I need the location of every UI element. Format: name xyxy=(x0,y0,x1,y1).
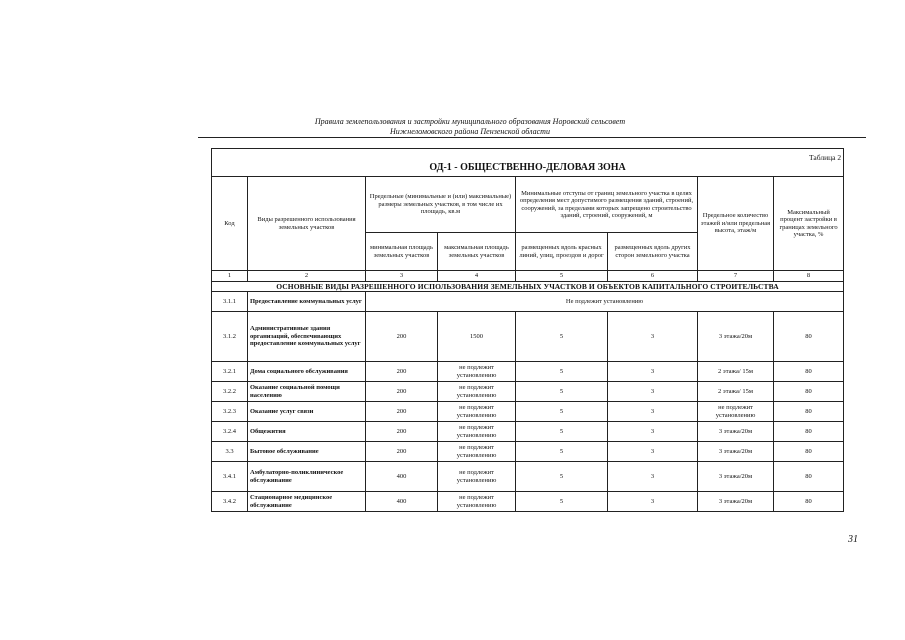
row-setback-other: 3 xyxy=(608,492,698,512)
col-header-setbacks: Минимальные отступы от границ земельного участка в целях определения мест допустимого размещения зданий, строений, сооружений, за пределами которых запрещено строительство зданий, строений, сооружений, м xyxy=(516,177,698,233)
row-setback-other: 3 xyxy=(608,462,698,492)
row-floors: 3 этажа/20м xyxy=(698,442,774,462)
row-percent: 80 xyxy=(774,492,844,512)
row-setback-other: 3 xyxy=(608,362,698,382)
row-use-type: Стационарное медицинское обслуживание xyxy=(248,492,366,512)
row-min-area: 200 xyxy=(366,312,438,362)
row-use-type: Бытовое обслуживание xyxy=(248,442,366,462)
row-setback-red-lines: 5 xyxy=(516,462,608,492)
row-floors: 3 этажа/20м xyxy=(698,492,774,512)
col-header-types: Виды разрешенного использования земельных участков xyxy=(248,177,366,271)
col-header-other-sides: размещенных вдоль других сторон земельного участка xyxy=(608,233,698,271)
row-setback-other: 3 xyxy=(608,422,698,442)
row-floors: не подлежит установлению xyxy=(698,402,774,422)
row-min-area: 200 xyxy=(366,382,438,402)
row-code: 3.1.1 xyxy=(212,292,248,312)
row-setback-red-lines: 5 xyxy=(516,312,608,362)
table-row xyxy=(212,462,844,492)
column-number: 2 xyxy=(248,271,366,282)
table-label: Таблица 2 xyxy=(809,153,842,162)
row-setback-other: 3 xyxy=(608,442,698,462)
header-line-2: Нижнеломовского района Пензенской области xyxy=(390,127,550,136)
row-use-type: Амбулаторно-поликлиническое обслуживание xyxy=(248,462,366,492)
col-header-max-area: максимальная площадь земельных участков xyxy=(438,233,516,271)
header-line-1: Правила землепользования и застройки муниципального образования Норовский сельсовет xyxy=(314,117,626,126)
row-max-area: не подлежит установлению xyxy=(438,462,516,492)
row-percent: 80 xyxy=(774,422,844,442)
row-setback-red-lines: 5 xyxy=(516,422,608,442)
col-header-floors: Предельное количество этажей и/или предельная высота, этаж/м xyxy=(698,177,774,271)
row-code: 3.1.2 xyxy=(212,312,248,362)
table-row xyxy=(212,362,844,382)
col-header-red-lines: размещенных вдоль красных линий, улиц, проездов и дорог xyxy=(516,233,608,271)
row-code: 3.2.3 xyxy=(212,402,248,422)
row-max-area: не подлежит установлению xyxy=(438,422,516,442)
row-min-area: 400 xyxy=(366,462,438,492)
row-min-area: 200 xyxy=(366,442,438,462)
row-max-area: 1500 xyxy=(438,312,516,362)
row-use-type: Административные здания организаций, обеспечивающих предоставление коммунальных услуг xyxy=(248,312,366,362)
col-header-min-area: минимальная площадь земельных участков xyxy=(366,233,438,271)
row-floors: 3 этажа/20м xyxy=(698,422,774,442)
row-setback-other: 3 xyxy=(608,312,698,362)
row-percent: 80 xyxy=(774,362,844,382)
table-row xyxy=(212,312,844,362)
header-rule xyxy=(198,137,866,138)
row-code: 3.4.1 xyxy=(212,462,248,492)
column-number: 7 xyxy=(698,271,774,282)
row-percent: 80 xyxy=(774,442,844,462)
row-max-area: не подлежит установлению xyxy=(438,382,516,402)
row-merged-value: Не подлежит установлению xyxy=(366,292,844,312)
row-code: 3.2.2 xyxy=(212,382,248,402)
row-use-type: Оказание социальной помощи населению xyxy=(248,382,366,402)
column-number: 8 xyxy=(774,271,844,282)
row-min-area: 200 xyxy=(366,402,438,422)
row-floors: 2 этажа/ 15м xyxy=(698,382,774,402)
column-number-row xyxy=(212,271,844,282)
row-max-area: не подлежит установлению xyxy=(438,402,516,422)
row-use-type: Оказание услуг связи xyxy=(248,402,366,422)
row-code: 3.2.4 xyxy=(212,422,248,442)
table-row xyxy=(212,402,844,422)
zoning-table xyxy=(211,148,844,512)
row-percent: 80 xyxy=(774,402,844,422)
col-header-code: Код xyxy=(212,177,248,271)
row-floors: 3 этажа/20м xyxy=(698,462,774,492)
col-header-sizes: Предельные (минимальные и (или) максимальные) размеры земельных участков, в том числе их площадь, кв.м xyxy=(366,177,516,233)
row-use-type: Предоставление коммунальных услуг xyxy=(248,292,366,312)
row-min-area: 200 xyxy=(366,422,438,442)
table-row xyxy=(212,492,844,512)
row-max-area: не подлежит установлению xyxy=(438,362,516,382)
table-row xyxy=(212,382,844,402)
row-max-area: не подлежит установлению xyxy=(438,492,516,512)
row-code: 3.2.1 xyxy=(212,362,248,382)
row-setback-red-lines: 5 xyxy=(516,492,608,512)
row-setback-other: 3 xyxy=(608,382,698,402)
row-min-area: 200 xyxy=(366,362,438,382)
row-code: 3.4.2 xyxy=(212,492,248,512)
row-setback-red-lines: 5 xyxy=(516,362,608,382)
row-use-type: Общежития xyxy=(248,422,366,442)
row-percent: 80 xyxy=(774,312,844,362)
table-row xyxy=(212,442,844,462)
row-use-type: Дома социального обслуживания xyxy=(248,362,366,382)
row-max-area: не подлежит установлению xyxy=(438,442,516,462)
row-setback-red-lines: 5 xyxy=(516,402,608,422)
row-percent: 80 xyxy=(774,462,844,492)
column-number: 6 xyxy=(608,271,698,282)
row-floors: 3 этажа/20м xyxy=(698,312,774,362)
row-code: 3.3 xyxy=(212,442,248,462)
col-header-percent: Максимальный процент застройки в границах земельного участка, % xyxy=(774,177,844,271)
page-number: 31 xyxy=(848,534,858,545)
column-number: 4 xyxy=(438,271,516,282)
table-row xyxy=(212,422,844,442)
row-min-area: 400 xyxy=(366,492,438,512)
column-number: 1 xyxy=(212,271,248,282)
zone-title: ОД-1 - ОБЩЕСТВЕННО-ДЕЛОВАЯ ЗОНА xyxy=(429,161,626,173)
row-setback-red-lines: 5 xyxy=(516,382,608,402)
row-floors: 2 этажа/ 15м xyxy=(698,362,774,382)
table-title-cell xyxy=(212,149,844,177)
column-number: 3 xyxy=(366,271,438,282)
column-number: 5 xyxy=(516,271,608,282)
table-row xyxy=(212,292,844,312)
document-header xyxy=(260,117,680,137)
row-setback-red-lines: 5 xyxy=(516,442,608,462)
row-setback-other: 3 xyxy=(608,402,698,422)
row-percent: 80 xyxy=(774,382,844,402)
section-title: ОСНОВНЫЕ ВИДЫ РАЗРЕШЕННОГО ИСПОЛЬЗОВАНИЯ ЗЕМЕЛЬНЫХ УЧАСТКОВ И ОБЪЕКТОВ КАПИТАЛЬНОГО СТРОИТЕЛЬСТВА xyxy=(212,281,844,292)
